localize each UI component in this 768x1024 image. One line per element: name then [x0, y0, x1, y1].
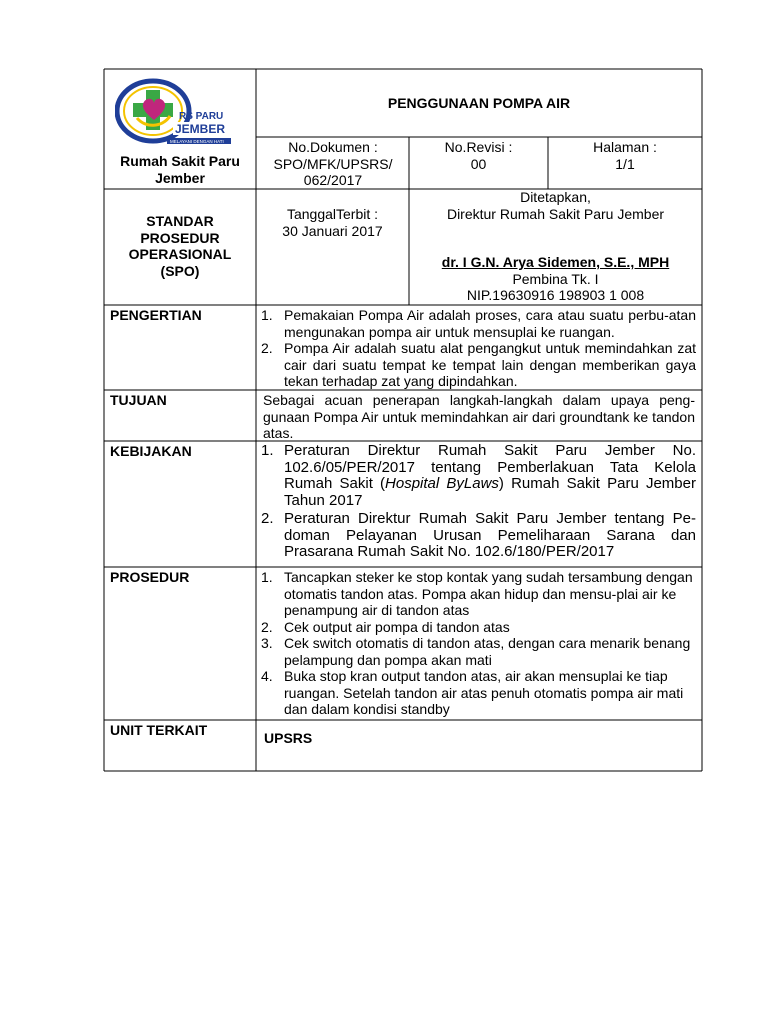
section-label-kebijakan: KEBIJAKAN [110, 443, 192, 459]
issue-date-label: TanggalTerbit : [286, 206, 379, 222]
document-title: PENGGUNAAN POMPA AIR [387, 95, 571, 111]
revision-label: No.Revisi : [444, 139, 513, 155]
page-cell [548, 139, 702, 172]
list-item: 4. Buka stop kran output tandon atas, air akan mensuplai ke tiap ruangan. Setelah tandon air atas penuh otomatis pompa air mati dan dalam kondisi standby [261, 668, 684, 717]
page-label: Halaman : [593, 139, 657, 155]
svg-text:RS PARU: RS PARU [179, 111, 224, 122]
list-item: 2. Cek output air pompa di tandon atas [261, 618, 510, 635]
section-label-unit-terkait: UNIT TERKAIT [110, 722, 208, 738]
section-label-prosedur: PROSEDUR [110, 569, 190, 585]
doc-number-cell [258, 139, 408, 189]
hospital-logo [115, 78, 233, 150]
pengertian-list [258, 307, 696, 390]
svg-text:JEMBER: JEMBER [175, 122, 226, 136]
list-item: 1. Peraturan Direktur Rumah Sakit Paru Jember No. 102.6/05/PER/2017 tentang Pemberlakuan Tata Kelola Rumah Sakit (Hospital ByLaws) Rumah Sakit Paru Jember Tahun 2017 [261, 442, 696, 509]
approval-label: Ditetapkan, [520, 189, 591, 205]
unit-terkait-value: UPSRS [264, 730, 313, 746]
list-item: 3. Cek switch otomatis di tandon atas, dengan cara menarik benang pelampung dan pompa akan mati [261, 635, 691, 668]
doc-number-value: SPO/MFK/UPSRS/ 062/2017 [273, 155, 393, 188]
approver-title: Direktur Rumah Sakit Paru Jember [446, 205, 665, 222]
issue-date-value: 30 Januari 2017 [282, 222, 383, 239]
list-item: 2. Pompa Air adalah suatu alat pengangkut untuk memindahkan zat cair dari suatu tempat ke tempat lain dengan memberikan gaya tekan terhadap zat yang dipindahkan. [261, 340, 696, 389]
page-value: 1/1 [615, 155, 635, 172]
approver-nip: NIP.19630916 198903 1 008 [466, 287, 645, 303]
prosedur-list [258, 569, 696, 718]
kebijakan-list [258, 443, 696, 561]
list-item: 1. Tancapkan steker ke stop kontak yang sudah tersambung dengan otomatis tandon atas. Pompa akan hidup dan mensu-plai air ke penampung air di tandon atas [261, 569, 693, 618]
approver-name: dr. I G.N. Arya Sidemen, S.E., MPH [441, 254, 670, 270]
revision-cell [409, 139, 548, 172]
issue-date-cell [256, 206, 409, 239]
section-label-tujuan: TUJUAN [110, 392, 167, 408]
doc-number-label: No.Dokumen : [288, 139, 378, 155]
approver-rank: Pembina Tk. I [512, 270, 599, 287]
tujuan-text: Sebagai acuan penerapan langkah-langkah dalam upaya peng-gunaan Pompa Air untuk memindahkan air dari groundtank ke tandon atas. [263, 392, 695, 441]
svg-text:MELAYANI DENGAN HATI: MELAYANI DENGAN HATI [170, 139, 224, 144]
section-label-pengertian: PENGERTIAN [110, 307, 202, 323]
approval-block [409, 189, 702, 304]
hospital-name: Rumah Sakit Paru Jember [120, 153, 240, 186]
revision-value: 00 [470, 155, 487, 172]
spo-label: STANDAR PROSEDUR OPERASIONAL (SPO) [128, 213, 232, 279]
list-item: 2. Peraturan Direktur Rumah Sakit Paru Jember tentang Pe-doman Pelayanan Urusan Pemeliharaan Sarana dan Prasarana Rumah Sakit No. 102.6/180/PER/2017 [261, 510, 696, 560]
list-item: 1. Pemakaian Pompa Air adalah proses, cara atau suatu perbu-atan mengunakan pompa air untuk mensuplai ke ruangan. [261, 307, 696, 340]
